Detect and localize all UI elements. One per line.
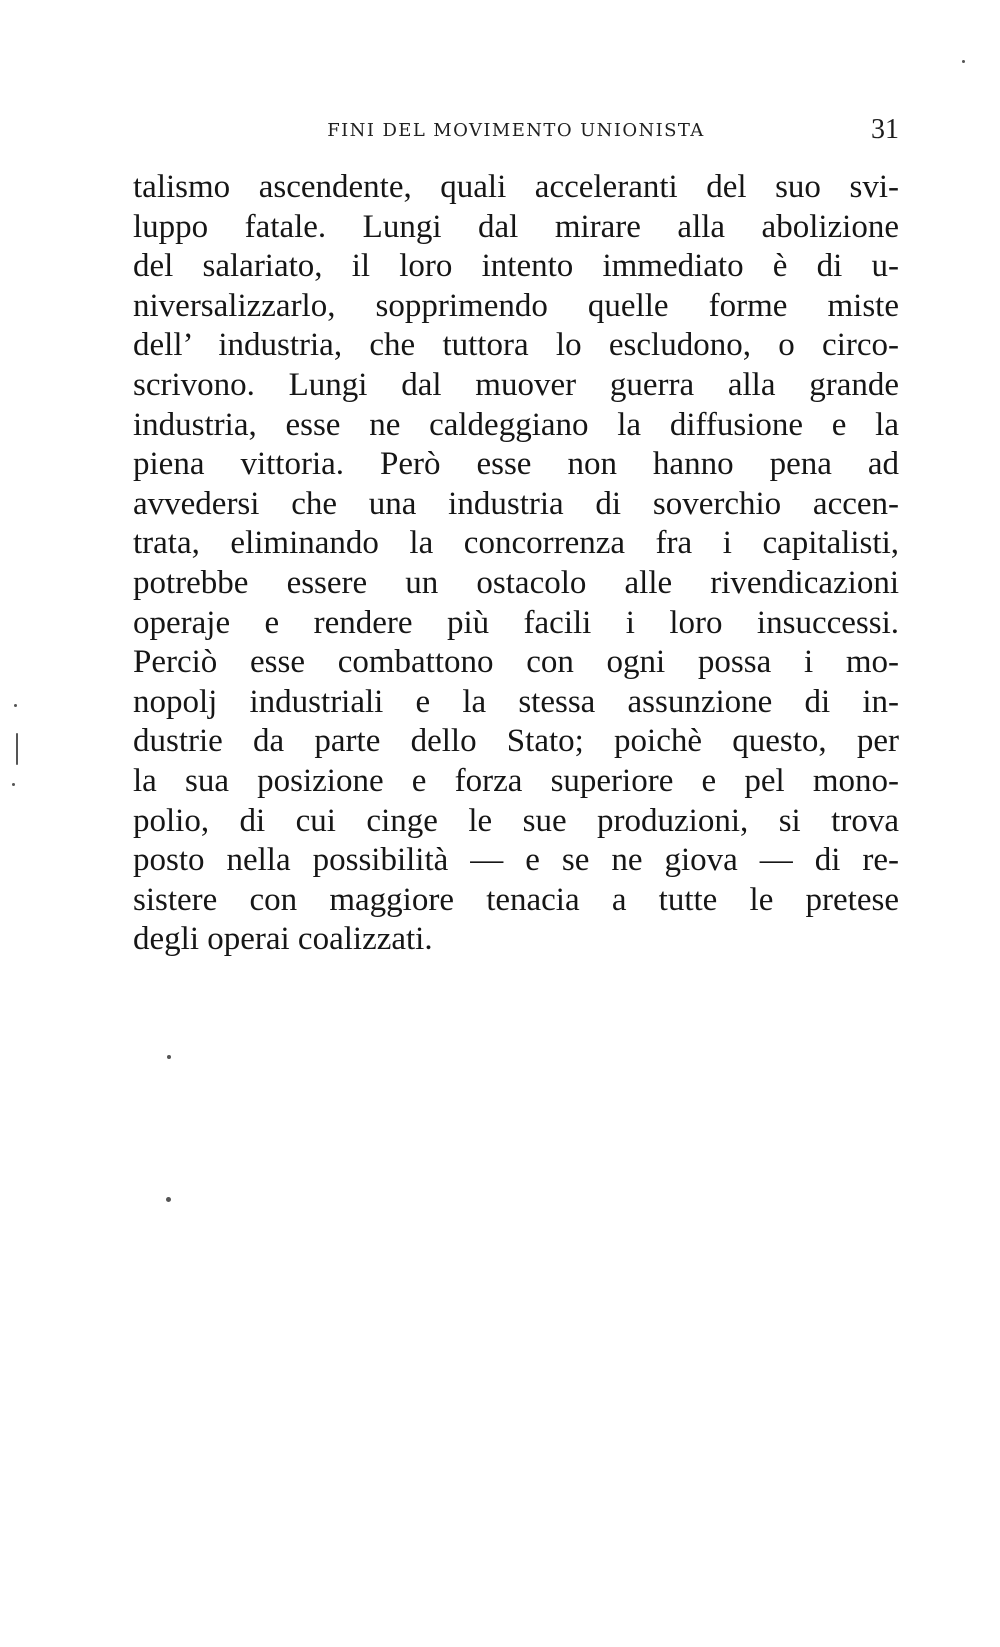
scan-speck [962,60,965,63]
text-line: nopolj industriali e la stessa assunzione di in- [133,683,899,720]
text-line: sistere con maggiore tenacia a tutte le pretese [133,881,899,918]
scan-speck [166,1197,171,1202]
scan-speck [167,1055,171,1059]
text-line: niversalizzarlo, sopprimendo quelle forme miste [133,287,899,324]
text-line: industria, esse ne caldeggiano la diffusione e la [133,406,899,443]
text-line: piena vittoria. Però esse non hanno pena ad [133,446,899,483]
scan-speck [16,733,18,765]
scan-speck [12,783,15,786]
text-line: talismo ascendente, quali acceleranti del suo svi- [133,169,899,205]
text-line: dustrie da parte dello Stato; poichè questo, per [133,723,899,760]
text-line: trata, eliminando la concorrenza fra i capitalisti, [133,525,899,562]
text-line: la sua posizione e forza superiore e pel mono- [133,762,899,799]
text-line: luppo fatale. Lungi dal mirare alla abolizione [133,208,899,245]
running-title: FINI DEL MOVIMENTO UNIONISTA [327,120,705,141]
text-line: scrivono. Lungi dal muover guerra alla grande [133,366,899,403]
text-line: dell’ industria, che tuttora lo escludono, o circo- [133,327,899,364]
text-line: operaje e rendere più facili i loro insuccessi. [133,604,899,641]
text-line: polio, di cui cinge le sue produzioni, si trova [133,802,899,839]
text-line-last: degli operai coalizzati. [133,921,433,958]
running-header [133,112,899,152]
text-line: Perciò esse combattono con ogni possa i mo- [133,644,899,681]
page-number: 31 [871,114,899,145]
text-line: posto nella possibilità — e se ne giova — di re- [133,842,899,879]
text-line: del salariato, il loro intento immediato è di u- [133,248,899,285]
scan-speck [14,704,17,707]
text-line: avvedersi che una industria di soverchio accen- [133,485,899,522]
body-paragraph [133,168,899,960]
text-line: potrebbe essere un ostacolo alle rivendicazioni [133,564,899,601]
